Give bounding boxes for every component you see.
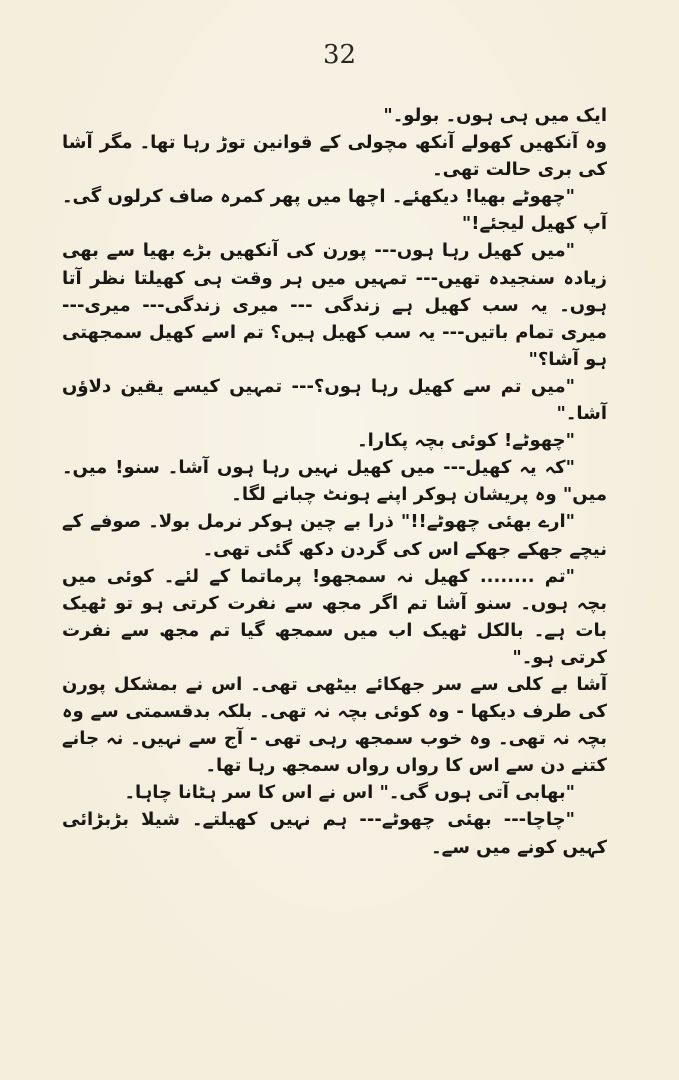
paragraph: ایک میں ہی ہوں۔ بولو۔" bbox=[383, 105, 607, 126]
paragraph: وہ آنکھیں کھولے آنکھ مچولی کے قوانین توڑ رہا تھا۔ مگر آشا کی بری حالت تھی۔ bbox=[62, 132, 607, 181]
paragraph: "ارے بھئی چھوٹے!!" ذرا بے چین ہوکر نرمل بولا۔ صوفے کے نیچے جھکے جھکے اس کی گردن دکھ گئی تھی۔ bbox=[62, 511, 607, 560]
paragraph: "میں تم سے کھیل رہا ہوں؟--- تمہیں کیسے یقین دلاؤں آشا۔" bbox=[62, 375, 607, 425]
paragraph: "چاچا--- بھئی چھوٹے--- ہم نہیں کھیلتے۔ شیلا بڑبڑائی کہیں کونے میں سے۔ bbox=[62, 809, 607, 858]
page-number: 32 bbox=[322, 40, 357, 70]
paragraph: "چھوٹے! کوئی بچہ پکارا۔ bbox=[357, 430, 575, 452]
page-body-text bbox=[62, 102, 607, 861]
paragraph: "کہ یہ کھیل--- میں کھیل نہیں رہا ہوں آشا۔ سنو! میں۔ میں" وہ پریشان ہوکر اپنے ہونٹ چبانے لگا۔ bbox=[62, 457, 607, 506]
paragraph: "بھابی آتی ہوں گی۔" اس نے اس کا سر ہٹانا چاہا۔ bbox=[124, 782, 575, 804]
paragraph: "تم ........ کھیل نہ سمجھو! پرماتما کے لئے۔ کوئی میں بچہ ہوں۔ سنو آشا تم اگر مجھ سے نفرت کرتی ہو تو ٹھیک بات ہے۔ بالکل ٹھیک اب میں سمجھ گیا تم مجھ سے نفرت کرتی ہو۔" bbox=[62, 565, 607, 668]
paragraph: آشا بے کلی سے سر جھکائے بیٹھی تھی۔ اس نے بمشکل پورن کی طرف دیکھا - وہ کوئی بچہ نہ تھی۔ بلکہ بدقسمتی سے وہ بچہ نہ تھی۔ وہ خوب سمجھ رہی تھی - آج سے نہیں۔ نہ جانے کتنے دن سے اس کا رواں رواں سمجھ رہا تھا۔ bbox=[62, 673, 607, 777]
paragraph: "چھوٹے بھیا! دیکھئے۔ اچھا میں پھر کمرہ صاف کرلوں گی۔ آپ کھیل لیجئے!" bbox=[62, 186, 607, 235]
paragraph: "میں کھیل رہا ہوں--- پورن کی آنکھیں بڑے بھیا سے بھی زیادہ سنجیدہ تھیں--- تمہیں میں ہر وقت ہی کھیلتا نظر آتا ہوں۔ یہ سب کھیل ہے زندگی --- میری زندگی--- میری--- میری تمام باتیں--- یہ سب کھیل ہیں؟ تم اسے کھیل سمجھتی ہو آشا؟" bbox=[62, 240, 607, 370]
